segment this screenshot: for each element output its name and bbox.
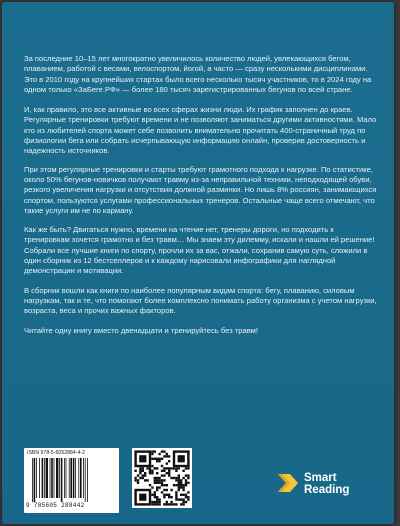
paragraph-6: Читайте одну книгу вместо двенадцати и тренируйтесь без травм! bbox=[24, 325, 258, 335]
barcode-bar bbox=[87, 458, 88, 502]
barcode-bar bbox=[44, 458, 45, 498]
logo-line-2: Reading bbox=[304, 484, 350, 496]
barcode-bar bbox=[78, 458, 79, 498]
smart-reading-logo bbox=[276, 470, 386, 510]
barcode-bar bbox=[80, 458, 82, 498]
barcode-bar bbox=[83, 458, 84, 498]
barcode-bar bbox=[46, 458, 48, 498]
barcode-bar bbox=[75, 458, 76, 498]
isbn-barcode-block bbox=[24, 448, 119, 513]
barcode-bar bbox=[56, 458, 58, 498]
paragraph-4: Как же быть? Двигаться нужно, времени на чтение нет, тренеры дороги, но подходить к тренировкам хочется грамотно и без травм… Мы знаем эту дилемму, искали и нашли ей решение! Собрали все лучшие книги по спорту, прочли их за вас, отжали, сохранив самую суть, сложили в один сборник из 12 бестселлеров и к каждому нарисовали инфографики для наглядной демонстрации и мотивации. bbox=[24, 225, 375, 276]
cover-footer bbox=[24, 448, 380, 518]
qr-code-icon bbox=[132, 448, 192, 508]
barcode-bar bbox=[51, 458, 53, 498]
barcode-bar bbox=[34, 458, 36, 502]
barcode-bar bbox=[69, 458, 70, 498]
paragraph-5: В сборник вошли как книги по наиболее популярным видам спорта: бегу, плаванию, силовым нагрузкам, так и те, что помогают более комплексно понимать работу организма с учетом нагрузки, возраста, веса и прочих важных факторов. bbox=[24, 285, 377, 316]
book-back-cover bbox=[2, 2, 394, 524]
barcode-bar bbox=[36, 458, 37, 498]
isbn-label: ISBN 978-5-6052884-4-2 bbox=[27, 450, 85, 456]
barcode-bar bbox=[32, 458, 33, 502]
barcode-bar bbox=[85, 458, 86, 502]
barcode-bar bbox=[66, 458, 67, 498]
smart-reading-logo-mark-icon bbox=[276, 470, 300, 496]
logo-wordmark bbox=[304, 472, 349, 496]
barcode-bar bbox=[59, 458, 60, 498]
paragraph-3: При этом регулярные тренировки и старты требуют грамотного подхода к нагрузке. По статистике, около 50% бегунов-новичков получают травму из-за неправильной техники, неподходящей обуви, резкого увеличения нагрузки и отсутствия должной разминки. Но лишь 8% россиян, занимающихся спортом, пользуются услугами профессиональных тренеров. Остальные чаще всего отмечают, что такие услуги им не по карману. bbox=[24, 164, 377, 215]
barcode-bar bbox=[61, 458, 63, 502]
barcode-bar bbox=[64, 458, 65, 498]
barcode-bar bbox=[39, 458, 40, 498]
barcode-icon bbox=[30, 458, 112, 502]
paragraph-2: И, как правило, это все активные во всех сферах жизни люди. Их график заполнен до краев. Регулярные тренировки требуют времени и не позволяют заниматься другими активностями. Мало кто из любителей спорта может себе позволить внимательно прочитать 400-страничный труд по физиологии бега или собрать исчерпывающую информацию онлайн, проверив достоверность и надежность источников. bbox=[24, 105, 377, 156]
description-text bbox=[24, 54, 380, 345]
logo-line-1: Smart bbox=[304, 472, 337, 484]
barcode-bar bbox=[73, 458, 75, 498]
barcode-bar bbox=[70, 458, 72, 498]
barcode-bar bbox=[42, 458, 44, 498]
barcode-number: 9 785605 288442 bbox=[26, 502, 85, 509]
paragraph-1: За последние 10–15 лет многократно увеличилось количество людей, увлекающихся бегом, плаванием, работой с весами, велоспортом, йогой, а часто — сразу несколькими дисциплинами. Это в 2010 году на крупнейших стартах было всего несколько тысяч участников, то в 2024 году на одном только «ЗаБеге.РФ» — более 180 тысяч зарегистрированных бегунов по всей стране. bbox=[24, 54, 372, 94]
barcode-bar bbox=[54, 458, 55, 498]
barcode-bar bbox=[50, 458, 51, 498]
